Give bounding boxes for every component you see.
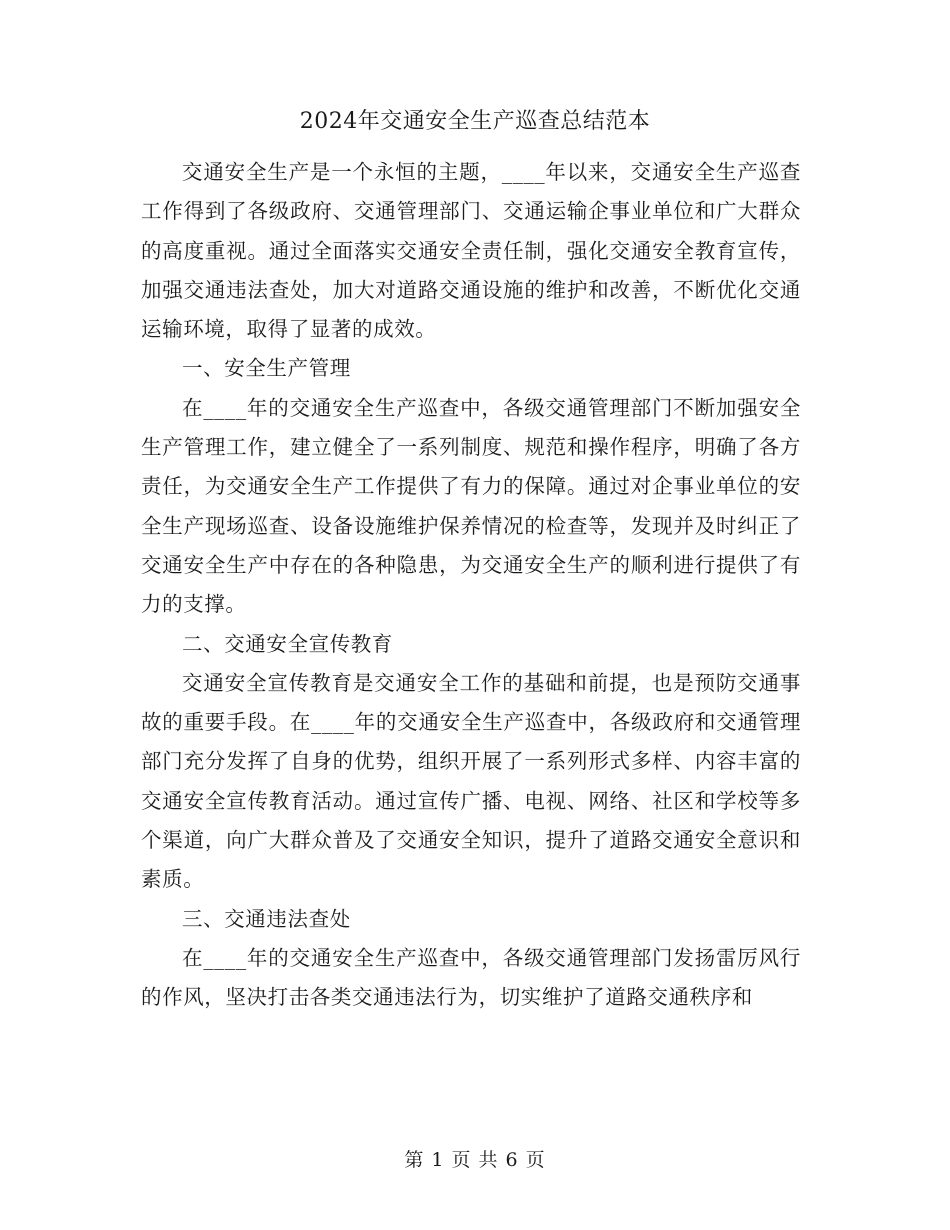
page-number-footer: 第 1 页 共 6 页	[404, 1149, 546, 1171]
document-body	[141, 153, 801, 1018]
safety-management-paragraph: 在____年的交通安全生产巡查中，各级交通管理部门不断加强安全生产管理工作，建立健全了一系列制度、规范和操作程序，明确了各方责任，为交通安全生产工作提供了有力的保障。通过对企事业单位的安全生产现场巡查、设备设施维护保养情况的检查等，发现并及时纠正了交通安全生产中存在的各种隐患，为交通安全生产的顺利进行提供了有力的支撑。	[141, 395, 801, 617]
safety-education-paragraph: 交通安全宣传教育是交通安全工作的基础和前提，也是预防交通事故的重要手段。在____年的交通安全生产巡查中，各级政府和交通管理部门充分发挥了自身的优势，组织开展了一系列形式多样、内容丰富的交通安全宣传教育活动。通过宣传广播、电视、网络、社区和学校等多个渠道，向广大群众普及了交通安全知识，提升了道路交通安全意识和素质。	[141, 670, 801, 892]
violation-enforcement-paragraph: 在____年的交通安全生产巡查中，各级交通管理部门发扬雷厉风行的作风，坚决打击各类交通违法行为，切实维护了道路交通秩序和	[141, 945, 801, 1010]
intro-paragraph: 交通安全生产是一个永恒的主题，____年以来，交通安全生产巡查工作得到了各级政府、交通管理部门、交通运输企事业单位和广大群众的高度重视。通过全面落实交通安全责任制，强化交通安全教育宣传，加强交通违法查处，加大对道路交通设施的维护和改善，不断优化交通运输环境，取得了显著的成效。	[141, 160, 801, 342]
section-heading-safety-education: 二、交通安全宣传教育	[182, 631, 393, 656]
section-heading-violation-enforcement: 三、交通违法查处	[182, 906, 351, 931]
section-heading-safety-management: 一、安全生产管理	[182, 356, 351, 381]
document-title: 2024年交通安全生产巡查总结范本	[299, 109, 651, 134]
